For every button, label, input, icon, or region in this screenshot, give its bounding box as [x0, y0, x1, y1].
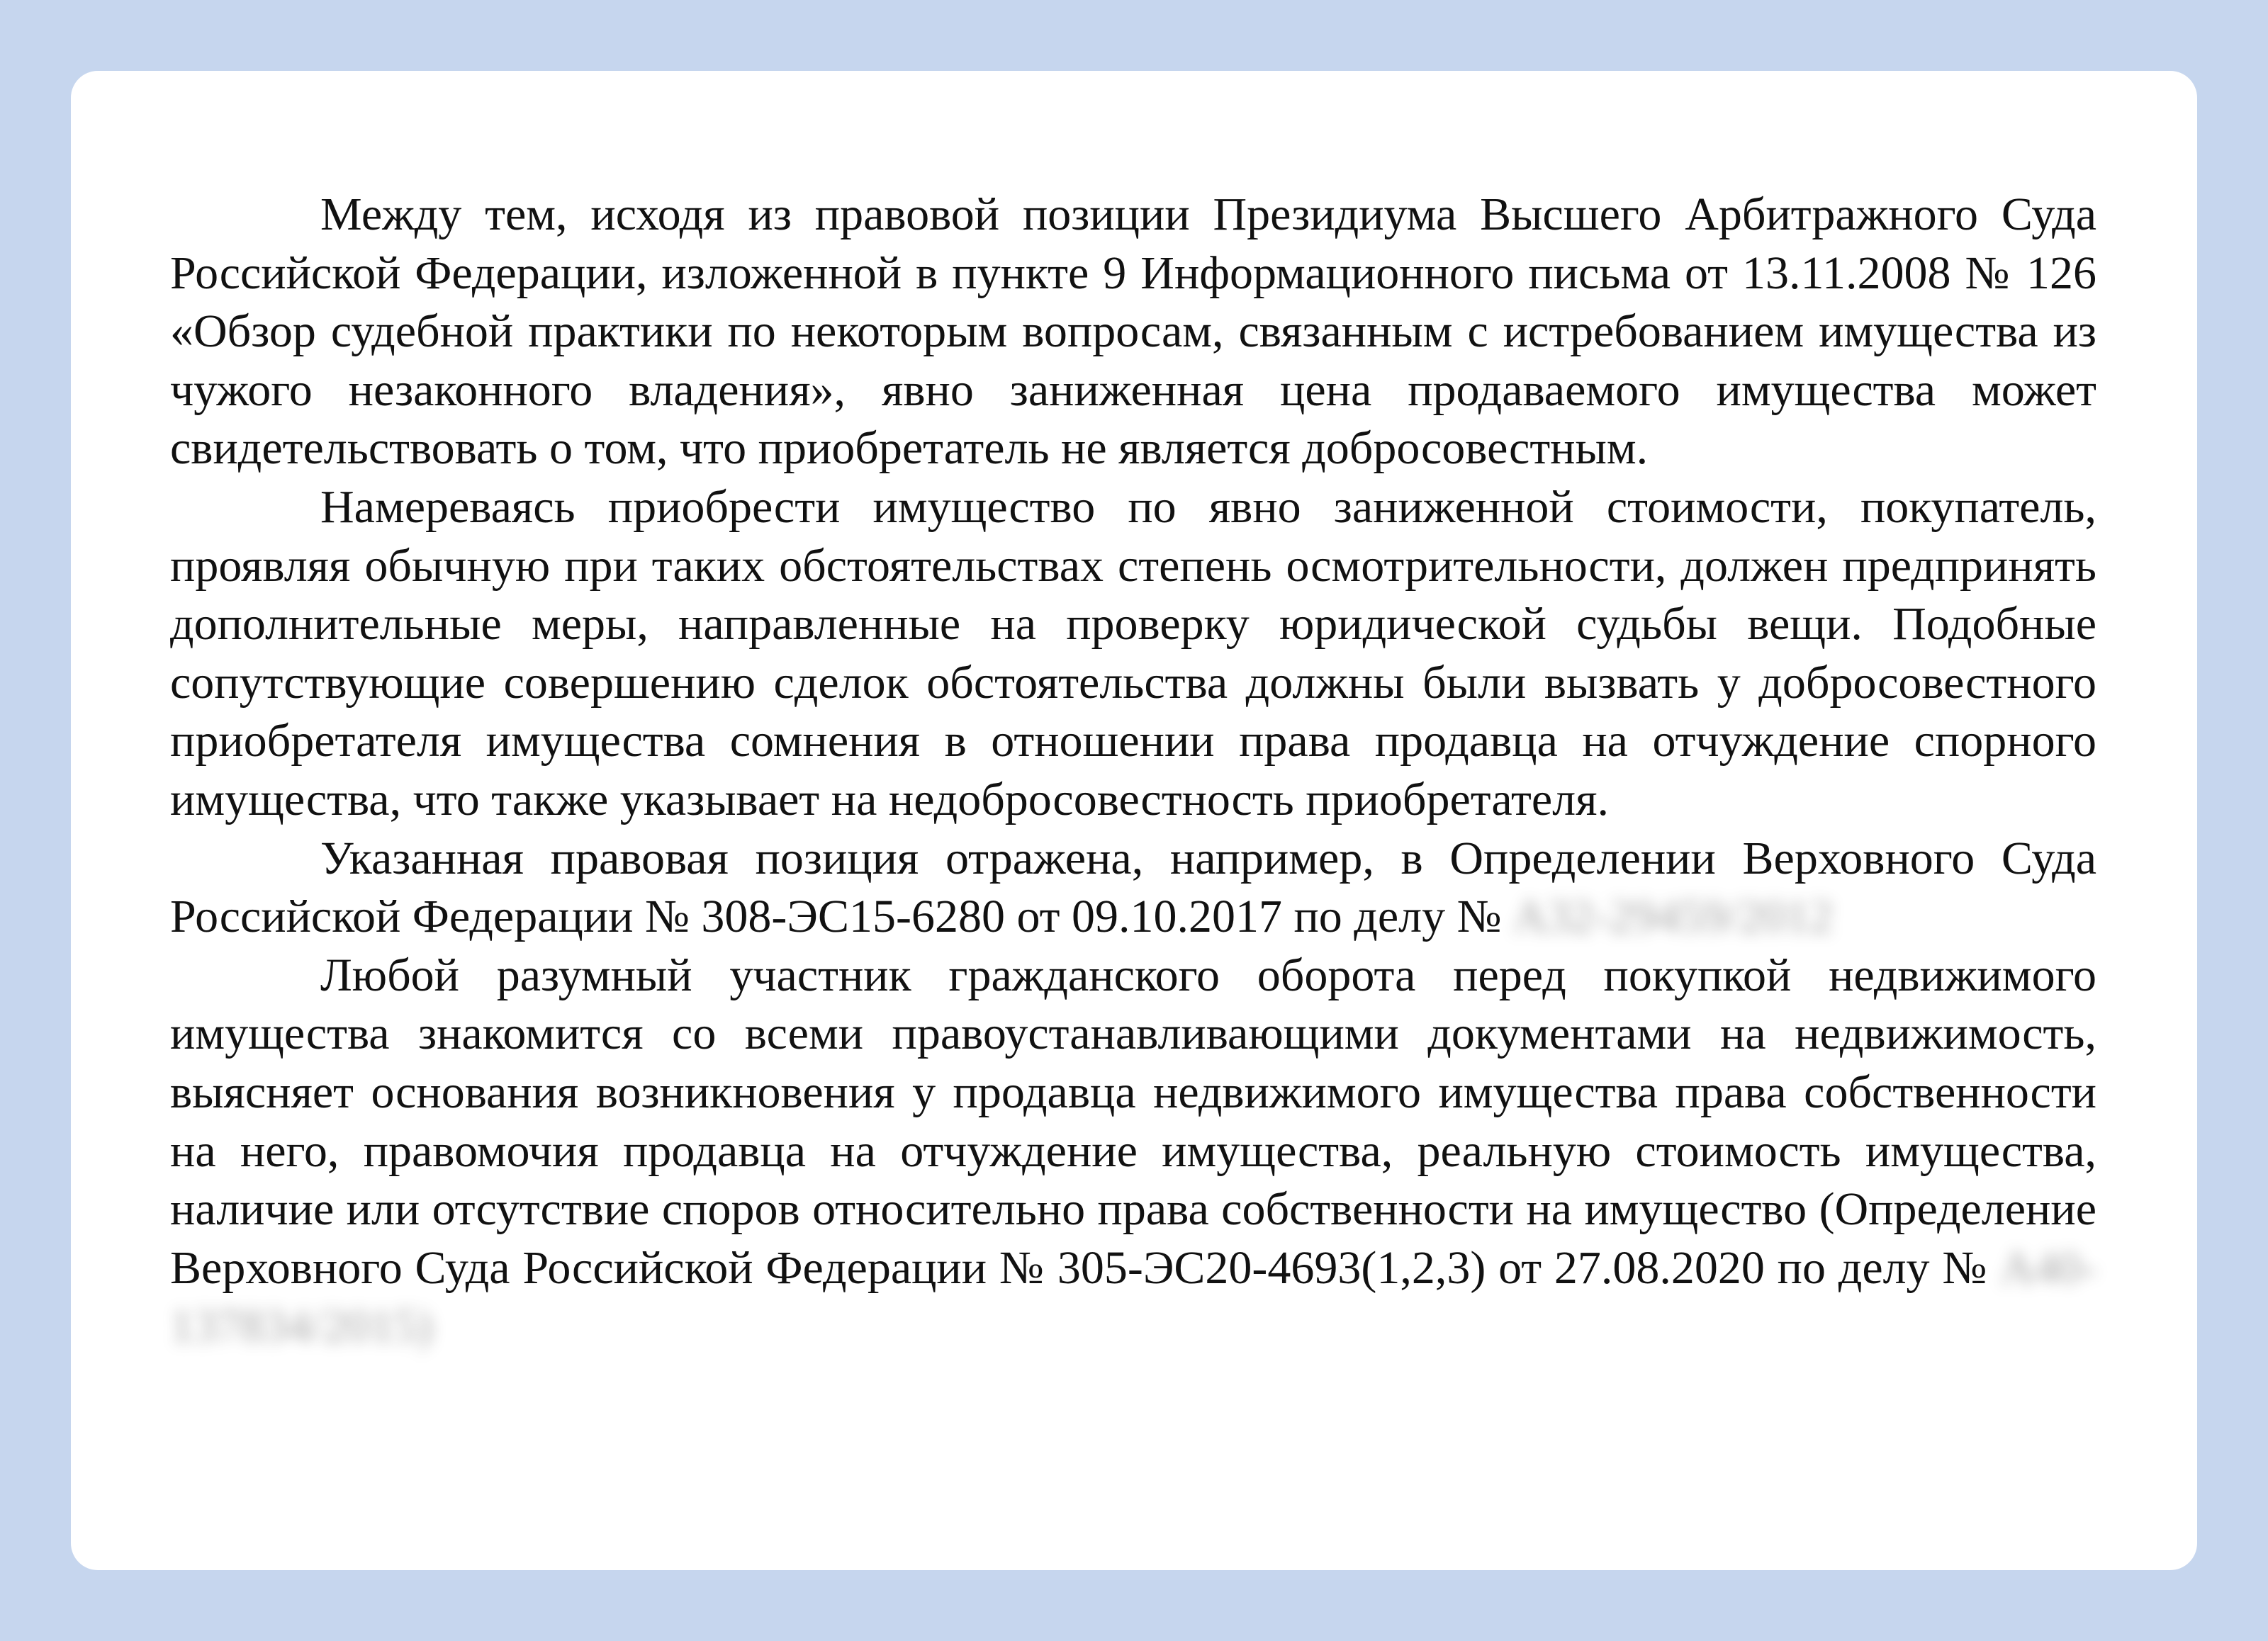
paragraph-1: [170, 186, 2096, 478]
redacted-case-number-2: А40-137834/2015): [170, 1241, 2096, 1353]
paragraph-3: [170, 830, 2096, 947]
paragraph-4: [170, 947, 2096, 1356]
paragraph-4-text: Любой разумный участник гражданского оборота перед покупкой недвижимого имущества знакомится со всеми правоустанавливающими документами на недвижимость, выясняет основания возникновения у продавца недвижимого имущества права собственности на него, правомочия продавца на отчуждение имущества, реальную стоимость имущества, наличие или отсутствие споров относительно права собственности на имущество (Определение Верховного Суда Российской Федерации № 305-ЭС20-4693(1,2,3) от 27.08.2020 по делу №: [170, 949, 2096, 1294]
paragraph-3-text: Указанная правовая позиция отражена, например, в Определении Верховного Суда Российской Федерации № 308-ЭС15-6280 от 09.10.2017 по делу №: [170, 832, 2096, 943]
paragraph-1-text: Между тем, исходя из правовой позиции Президиума Высшего Арбитражного Суда Российской Федерации, изложенной в пункте 9 Информационного письма от 13.11.2008 № 126 «Обзор судебной практики по некоторым вопросам, связанным с истребованием имущества из чужого незаконного владения», явно заниженная цена продаваемого имущества может свидетельствовать о том, что приобретатель не является добросовестным.: [170, 188, 2096, 475]
document-text: [170, 186, 2096, 1356]
document-card: [71, 71, 2197, 1570]
redacted-case-number-1: А32-29459/2012: [1513, 891, 1834, 943]
paragraph-2: [170, 478, 2096, 830]
paragraph-2-text: Намереваясь приобрести имущество по явно заниженной стоимости, покупатель, проявляя обычную при таких обстоятельствах степень осмотрительности, должен предпринять дополнительные меры, направленные на проверку юридической судьбы вещи. Подобные сопутствующие совершению сделок обстоятельства должны были вызвать у добросовестного приобретателя имущества сомнения в отношении права продавца на отчуждение спорного имущества, что также указывает на недобросовестность приобретателя.: [170, 480, 2096, 825]
